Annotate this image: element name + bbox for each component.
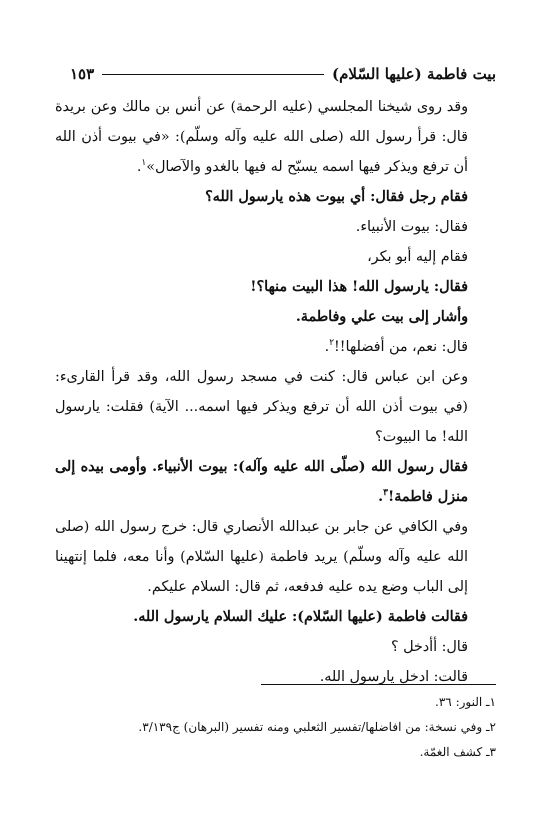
page-number: ١٥٣ <box>70 65 95 83</box>
footnotes <box>70 690 496 765</box>
paragraph-4: فقام إليه أبو بكر، <box>367 249 468 265</box>
paragraph-3: فقال: بيوت الأنبياء. <box>355 219 468 235</box>
footnote-2: ٢ـ وفي نسخة: من افاضلها/تفسير الثعلبي ومنه تفسير (البرهان) ج٣/١٣٩. <box>138 720 496 734</box>
paragraph-13: قالت: ادخل يارسول الله. <box>319 669 468 685</box>
paragraph-2: فقام رجل فقال: أي بيوت هذه يارسول الله؟ <box>205 189 468 205</box>
paragraph-12: قال: أأدخل ؟ <box>390 639 468 655</box>
footnote-ref-2: ٢ <box>329 338 335 349</box>
footnote-3: ٣ـ كشف الغمّة. <box>419 745 496 759</box>
body-text <box>55 92 496 692</box>
header-rule <box>102 74 324 75</box>
footnote-1: ١ـ النور: ٣٦. <box>435 695 496 709</box>
paragraph-8: وعن ابن عباس قال: كنت في مسجد رسول الله، وقد قرأ القارىء: (في بيوت أذن الله أن ترفع ويذكر فيها اسمه... الآية) فقلت: يارسول الله! ما البيوت؟ <box>55 369 468 445</box>
paragraph-11: فقالت فاطمة (عليها السّلام): عليك السلام يارسول الله. <box>133 609 468 625</box>
paragraph-7: قال: نعم، من أفضلها!!$^٢$. <box>324 338 468 355</box>
paragraph-5: فقال: يارسول الله! هذا البيت منها؟! <box>250 279 468 295</box>
paragraph-6: وأشار إلى بيت علي وفاطمة. <box>295 309 468 325</box>
footnote-ref-1: ١ <box>141 158 147 169</box>
running-header <box>70 62 496 86</box>
paragraph-1: وقد روى شيخنا المجلسي (عليه الرحمة) عن أنس بن مالك وعن بريدة قال: قرأ رسول الله (صلى الله عليه وآله وسلّم): «في بيوت أذن الله أن ترفع ويذكر فيها اسمه يسبّح له فيها بالغدو والآصال»$^١$. <box>55 99 468 175</box>
header-title: بيت فاطمة (عليها السّلام) <box>332 65 496 83</box>
footnote-rule <box>261 684 496 685</box>
footnote-ref-3: ٣ <box>383 488 388 499</box>
paragraph-10: وفي الكافي عن جابر بن عبدالله الأنصاري قال: خرج رسول الله (صلى الله عليه وآله وسلّم) يريد فاطمة (عليها السّلام) وأنا معه، فلما إنتهينا إلى الباب وضع يده عليه فدفعه، ثم قال: السلام عليكم. <box>55 519 468 595</box>
paragraph-9: فقال رسول الله (صلّى الله عليه وآله): بيوت الأنبياء. وأومى بيده إلى منزل فاطمة!$^٣$. <box>55 459 468 505</box>
